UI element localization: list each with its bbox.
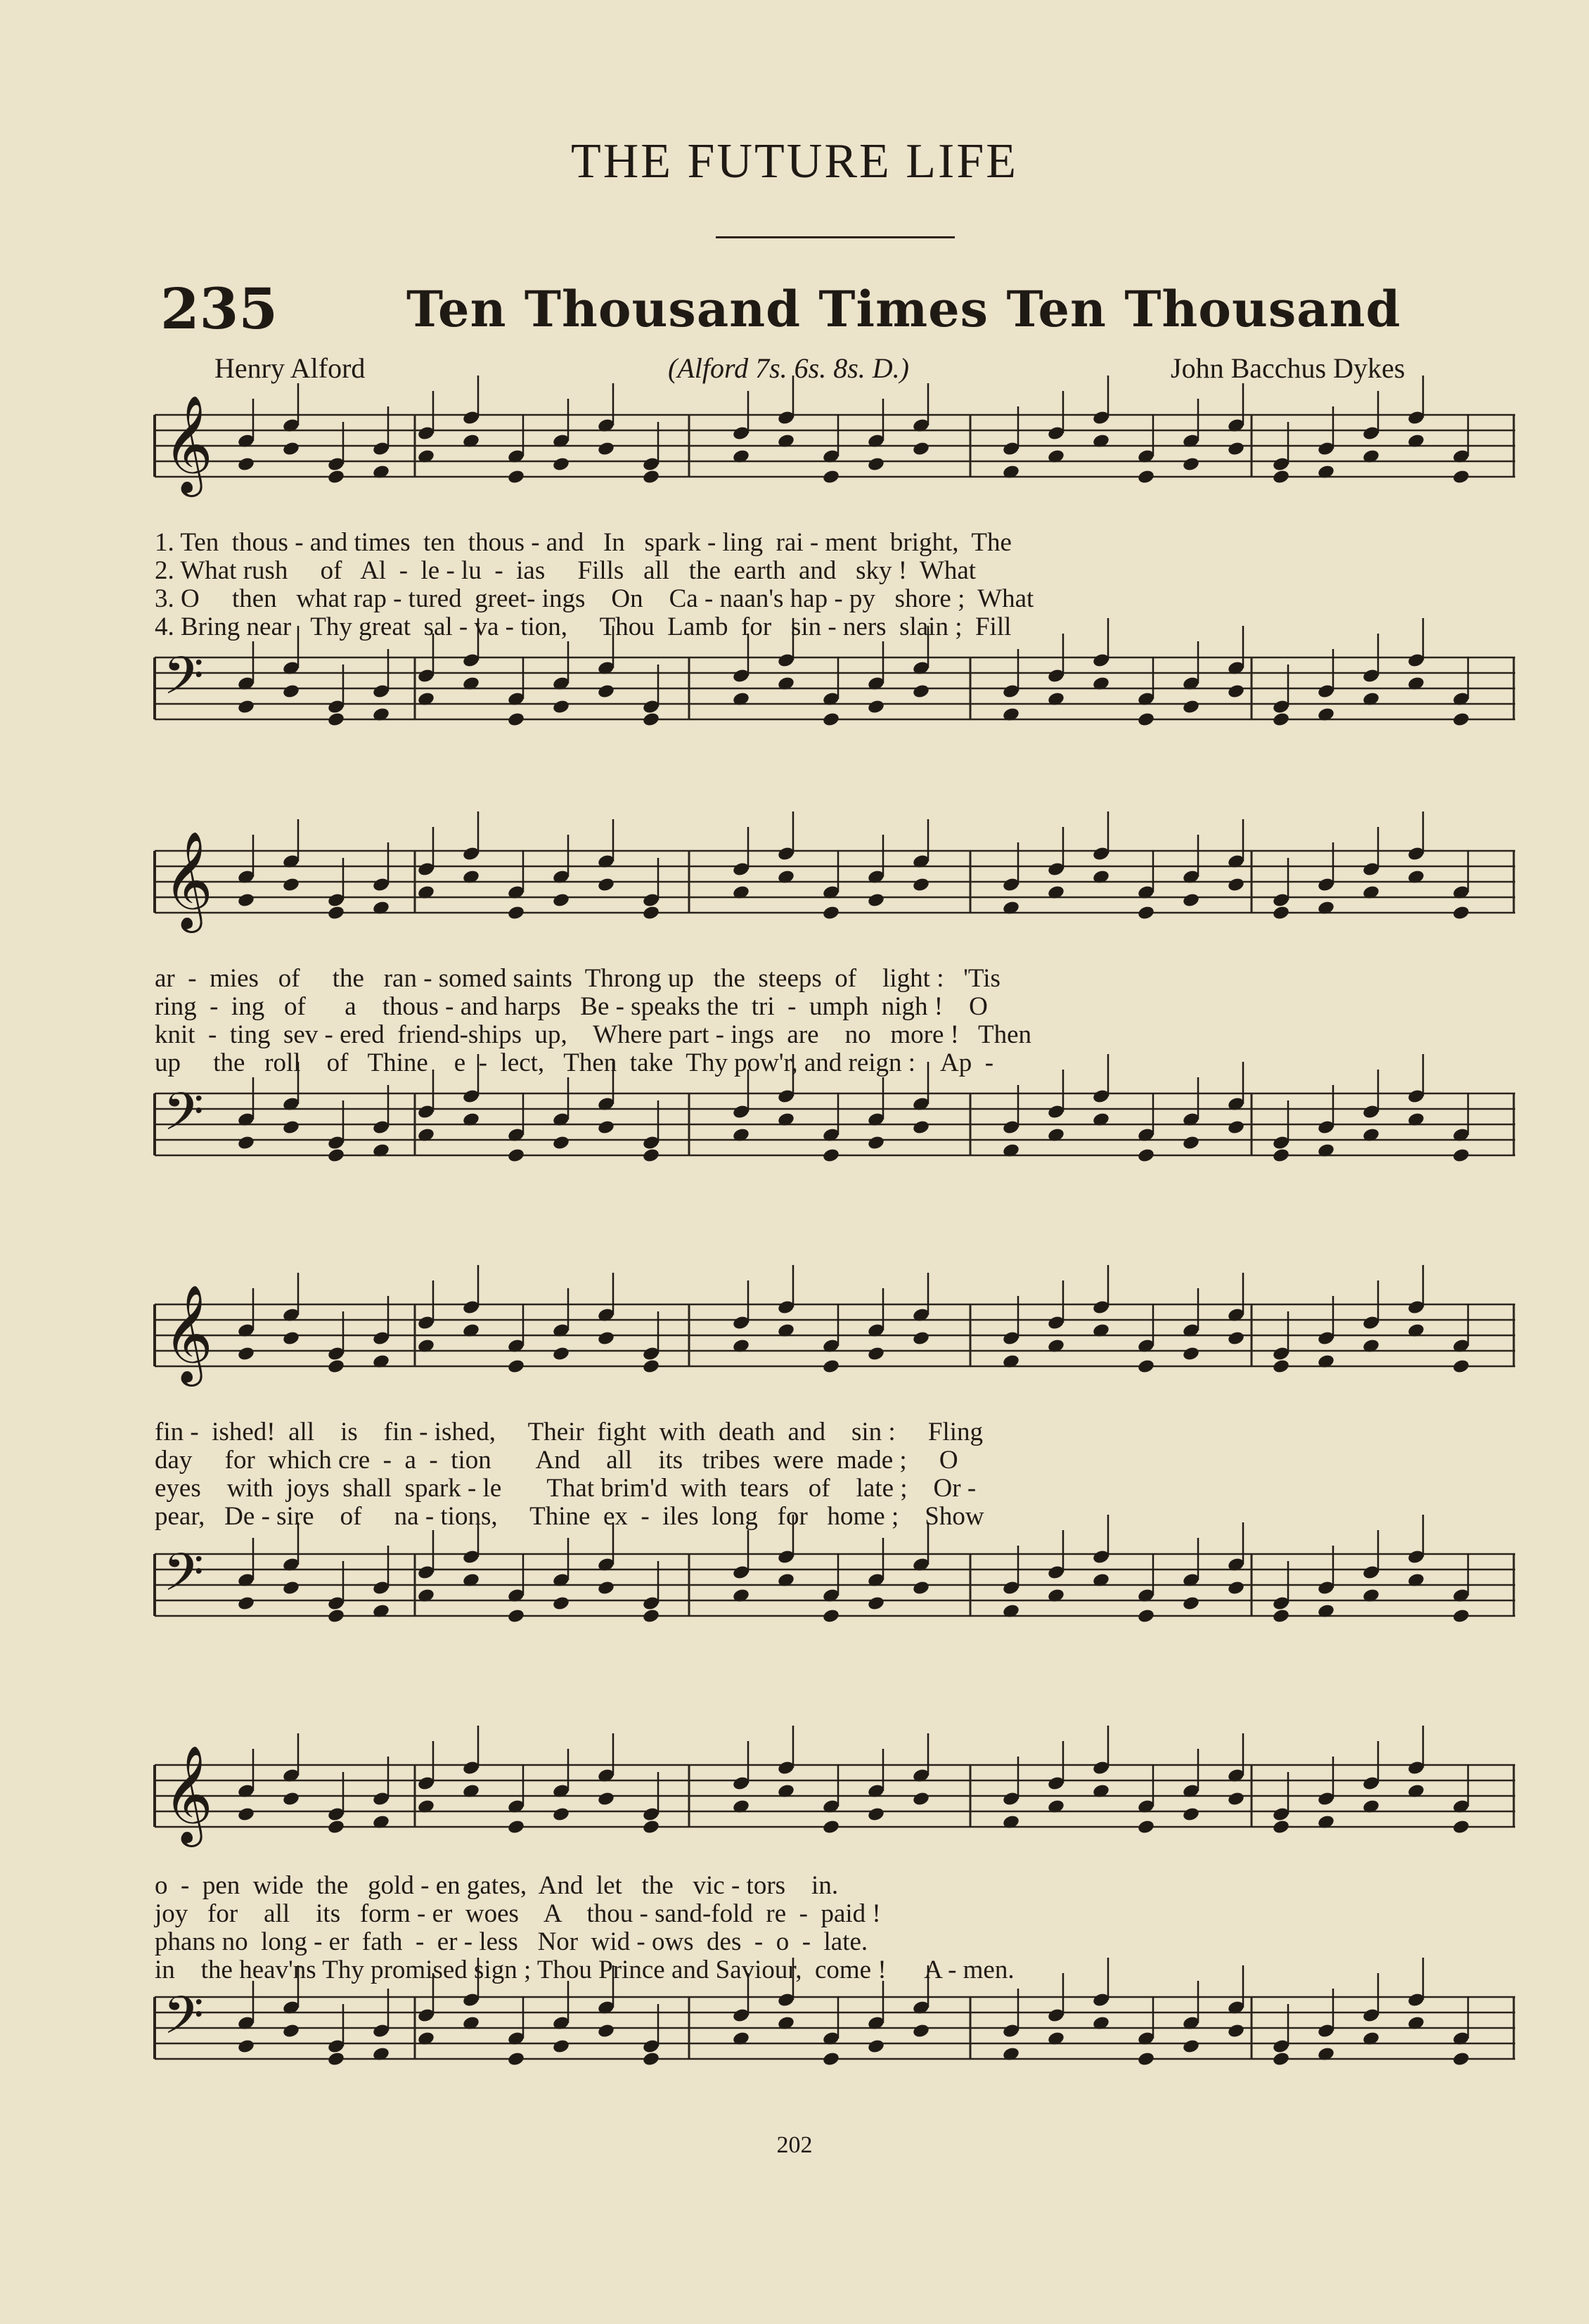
lyric-verse-3: eyes with joys shall spark - le That brim'd with tears of late ; Or - bbox=[155, 1474, 977, 1503]
treble-staff-2 bbox=[155, 831, 1515, 932]
music-system-3 bbox=[155, 1283, 1515, 1649]
treble-staff-4 bbox=[155, 1745, 1515, 1846]
bass-staff-2 bbox=[155, 1081, 1515, 1174]
staff-lines bbox=[155, 1081, 1515, 1156]
hymn-number: 235 bbox=[160, 276, 278, 342]
staff-lines bbox=[155, 1745, 1515, 1843]
lyric-verse-3: knit - ting sev - ered friend-ships up, Where part - ings are no more ! Then bbox=[155, 1020, 1032, 1049]
svg-text:𝄢: 𝄢 bbox=[163, 1081, 204, 1155]
bass-staff-1 bbox=[155, 646, 1515, 738]
lyric-verse-4: up the roll of Thine e - lect, Then take Thy pow'r, and reign : Ap - bbox=[155, 1048, 994, 1077]
staff-lines bbox=[155, 1542, 1515, 1617]
svg-text:𝄞: 𝄞 bbox=[163, 1285, 213, 1382]
lyric-verse-4: pear, De - sire of na - tions, Thine ex - iles long for home ; Show bbox=[155, 1502, 984, 1531]
page-number: 202 bbox=[776, 2132, 813, 2158]
bass-staff-4 bbox=[155, 1985, 1515, 2078]
music-system-2 bbox=[155, 830, 1515, 1195]
staff-lines bbox=[155, 1285, 1515, 1382]
lyric-verse-3: phans no long - er fath - er - less Nor wid - ows des - o - late. bbox=[155, 1927, 868, 1956]
staff-lines bbox=[155, 395, 1515, 493]
bass-staff-3 bbox=[155, 1542, 1515, 1635]
staff-lines bbox=[155, 831, 1515, 929]
music-system-4 bbox=[155, 1744, 1515, 2110]
lyric-verse-4: in the heav'ns Thy promised sign ; Thou Prince and Saviour, come ! A - men. bbox=[155, 1956, 1015, 1984]
svg-text:𝄢: 𝄢 bbox=[163, 1542, 204, 1616]
title-divider bbox=[716, 236, 955, 238]
hymn-composer: John Bacchus Dykes bbox=[1171, 352, 1405, 384]
hymn-author: Henry Alford bbox=[214, 352, 366, 384]
lyric-verse-2: day for which cre - a - tion And all its tribes were made ; O bbox=[155, 1446, 958, 1475]
lyric-verse-2: 2. What rush of Al - le - lu - ias Fills all the earth and sky ! What bbox=[155, 556, 977, 585]
lyric-verse-1: ar - mies of the ran - somed saints Throng up the steeps of light : 'Tis bbox=[155, 964, 1001, 993]
lyric-verse-3: 3. O then what rap - tured greet- ings On Ca - naan's hap - py shore ; What bbox=[155, 584, 1034, 613]
lyric-verse-2: joy for all its form - er woes A thou - sand-fold re - paid ! bbox=[155, 1899, 881, 1928]
svg-text:𝄞: 𝄞 bbox=[163, 395, 213, 493]
svg-text:𝄞: 𝄞 bbox=[163, 831, 213, 929]
tune-meter: (Alford 7s. 6s. 8s. D.) bbox=[668, 352, 909, 384]
svg-text:𝄢: 𝄢 bbox=[163, 1985, 204, 2059]
treble-staff-3 bbox=[155, 1285, 1515, 1385]
lyric-verse-1: o - pen wide the gold - en gates, And let the vic - tors in. bbox=[155, 1871, 839, 1900]
lyric-verse-4: 4. Bring near Thy great sal - va - tion, Thou Lamb for sin - ners slain ; Fill bbox=[155, 612, 1012, 641]
treble-staff-1 bbox=[155, 395, 1515, 496]
lyric-verse-1: fin - ished! all is fin - ished, Their fight with death and sin : Fling bbox=[155, 1418, 984, 1446]
music-system-1 bbox=[155, 394, 1515, 759]
svg-text:𝄢: 𝄢 bbox=[163, 646, 204, 719]
section-title: THE FUTURE LIFE bbox=[570, 134, 1019, 188]
lyric-verse-2: ring - ing of a thous - and harps Be - speaks the tri - umph nigh ! O bbox=[155, 992, 988, 1021]
hymn-title: Ten Thousand Times Ten Thousand bbox=[406, 280, 1401, 338]
lyric-verse-1: 1. Ten thous - and times ten thous - and In spark - ling rai - ment bright, The bbox=[155, 528, 1012, 557]
svg-text:𝄞: 𝄞 bbox=[163, 1745, 213, 1843]
staff-lines bbox=[155, 646, 1515, 720]
staff-lines bbox=[155, 1985, 1515, 2060]
